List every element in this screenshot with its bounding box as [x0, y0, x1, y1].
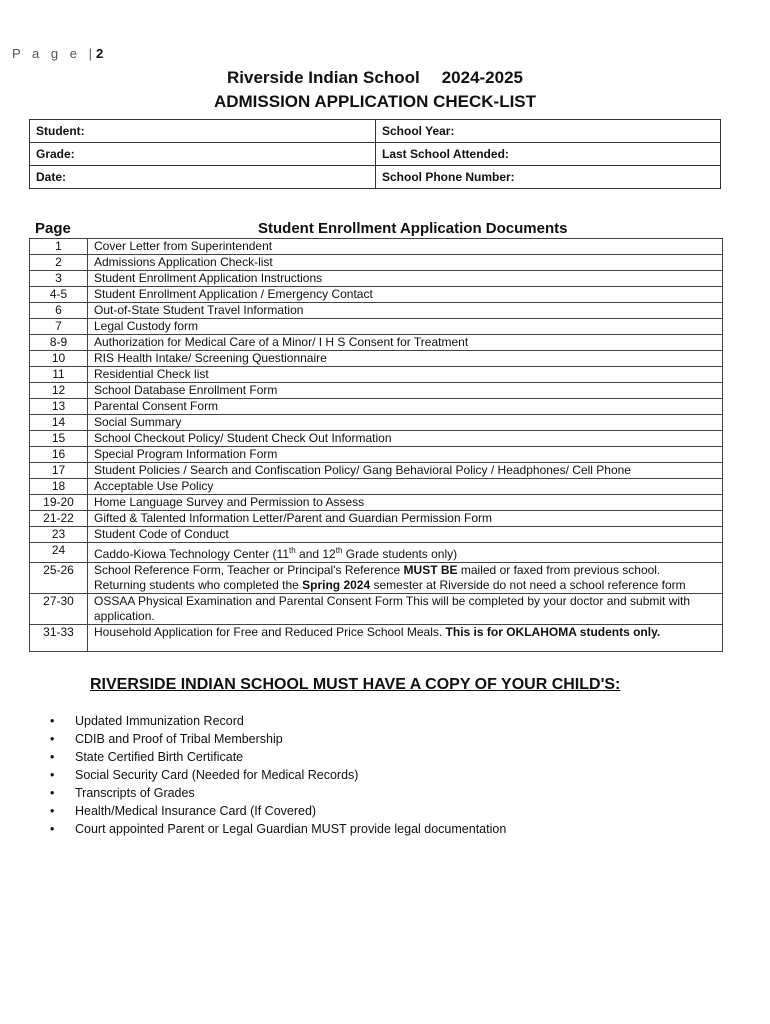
list-item-text: Court appointed Parent or Legal Guardian MUST provide legal documentation [75, 822, 507, 836]
list-item [50, 712, 506, 730]
doc-superscript: th [335, 546, 343, 555]
doc-title: Social Summary [88, 415, 723, 431]
table-row [30, 303, 723, 319]
doc-title: Special Program Information Form [88, 447, 723, 463]
doc-title: Residential Check list [88, 367, 723, 383]
doc-title: Cover Letter from Superintendent [88, 239, 723, 255]
table-row [30, 495, 723, 511]
table-row [30, 594, 723, 625]
bullet: • [50, 804, 55, 818]
table-row [30, 399, 723, 415]
student-field[interactable]: Student: [30, 120, 376, 143]
document-subtitle: ADMISSION APPLICATION CHECK-LIST [213, 92, 537, 111]
doc-emphasis: This is for OKLAHOMA students only. [445, 625, 661, 639]
doc-text: and 12 [295, 547, 336, 561]
table-row [30, 255, 723, 271]
doc-page: 23 [30, 527, 88, 543]
doc-title: Gifted & Talented Information Letter/Parent and Guardian Permission Form [88, 511, 723, 527]
bullet: • [50, 822, 55, 836]
doc-title: Legal Custody form [88, 319, 723, 335]
list-item-text: Transcripts of Grades [75, 786, 195, 800]
list-item [50, 766, 506, 784]
doc-page: 4-5 [30, 287, 88, 303]
doc-title: Student Enrollment Application / Emergency Contact [88, 287, 723, 303]
doc-title: Acceptable Use Policy [88, 479, 723, 495]
doc-page: 15 [30, 431, 88, 447]
required-documents-list [50, 712, 506, 838]
list-item-text: Updated Immunization Record [75, 714, 244, 728]
doc-text: School Reference Form, Teacher or Principal's Reference [94, 563, 404, 577]
documents-column-header: Student Enrollment Application Documents [258, 220, 568, 237]
list-item [50, 730, 506, 748]
doc-title: School Database Enrollment Form [88, 383, 723, 399]
doc-title [88, 563, 723, 594]
doc-title [88, 543, 723, 563]
list-item [50, 820, 506, 838]
doc-text: Returning students who completed the [94, 578, 303, 592]
table-row [30, 527, 723, 543]
student-info-table [29, 119, 721, 189]
doc-text: mailed or faxed from previous school. [457, 563, 661, 577]
doc-page: 13 [30, 399, 88, 415]
list-item [50, 802, 506, 820]
doc-title: Parental Consent Form [88, 399, 723, 415]
doc-title [88, 625, 723, 652]
school-name: Riverside Indian School [226, 68, 420, 87]
doc-page: 7 [30, 319, 88, 335]
list-item [50, 748, 506, 766]
doc-page: 18 [30, 479, 88, 495]
doc-page: 17 [30, 463, 88, 479]
documents-table [29, 238, 723, 652]
date-field[interactable]: Date: [30, 166, 376, 189]
doc-emphasis: MUST BE [403, 563, 458, 577]
school-year-range: 2024-2025 [441, 68, 524, 87]
doc-title: RIS Health Intake/ Screening Questionnaire [88, 351, 723, 367]
must-have-heading: RIVERSIDE INDIAN SCHOOL MUST HAVE A COPY OF YOUR CHILD'S: [90, 676, 621, 693]
school-phone-field[interactable]: School Phone Number: [376, 166, 721, 189]
table-row [30, 563, 723, 594]
doc-text: Caddo-Kiowa Technology Center (11 [94, 547, 290, 561]
doc-title: Student Enrollment Application Instructions [88, 271, 723, 287]
bullet: • [50, 768, 55, 782]
page-number-header [12, 46, 103, 61]
bullet: • [50, 786, 55, 800]
doc-title: Admissions Application Check-list [88, 255, 723, 271]
doc-title: Out-of-State Student Travel Information [88, 303, 723, 319]
doc-page: 21-22 [30, 511, 88, 527]
school-year-field[interactable]: School Year: [376, 120, 721, 143]
document-title [0, 68, 760, 88]
list-item-text: Social Security Card (Needed for Medical Records) [75, 768, 359, 782]
list-item-text: State Certified Birth Certificate [75, 750, 244, 764]
table-row [30, 479, 723, 495]
table-row [30, 287, 723, 303]
bullet: • [50, 714, 55, 728]
table-row [30, 415, 723, 431]
doc-title: School Checkout Policy/ Student Check Out Information [88, 431, 723, 447]
table-row [30, 367, 723, 383]
doc-title: Student Code of Conduct [88, 527, 723, 543]
doc-superscript: th [289, 546, 296, 555]
doc-page: 8-9 [30, 335, 88, 351]
doc-title: Student Policies / Search and Confiscation Policy/ Gang Behavioral Policy / Headphones/ Cell Phone [88, 463, 723, 479]
bullet: • [50, 732, 55, 746]
doc-page: 31-33 [30, 625, 88, 652]
doc-page: 27-30 [30, 594, 88, 625]
table-row [30, 625, 723, 652]
table-row [30, 511, 723, 527]
doc-title: Authorization for Medical Care of a Minor/ I H S Consent for Treatment [88, 335, 723, 351]
doc-page: 11 [30, 367, 88, 383]
doc-title: Home Language Survey and Permission to Assess [88, 495, 723, 511]
page-column-header: Page [35, 220, 71, 237]
grade-field[interactable]: Grade: [30, 143, 376, 166]
bullet: • [50, 750, 55, 764]
doc-page: 1 [30, 239, 88, 255]
doc-page: 12 [30, 383, 88, 399]
doc-page: 16 [30, 447, 88, 463]
table-row [30, 431, 723, 447]
table-row [30, 463, 723, 479]
list-item [50, 784, 506, 802]
table-row [30, 271, 723, 287]
doc-emphasis: Spring 2024 [302, 578, 371, 592]
doc-page: 25-26 [30, 563, 88, 594]
doc-page: 6 [30, 303, 88, 319]
page-label: P a g e | [12, 46, 96, 61]
list-item-text: CDIB and Proof of Tribal Membership [75, 732, 283, 746]
table-row [30, 383, 723, 399]
list-item-text: Health/Medical Insurance Card (If Covered) [75, 804, 317, 818]
doc-page: 19-20 [30, 495, 88, 511]
table-row [30, 447, 723, 463]
doc-page: 3 [30, 271, 88, 287]
table-row [30, 335, 723, 351]
doc-page: 14 [30, 415, 88, 431]
table-row [30, 543, 723, 563]
doc-text: Grade students only) [342, 547, 458, 561]
doc-page: 2 [30, 255, 88, 271]
table-row [30, 239, 723, 255]
table-row [30, 351, 723, 367]
doc-text: Household Application for Free and Reduced Price School Meals. [94, 625, 446, 639]
doc-title: OSSAA Physical Examination and Parental Consent Form This will be completed by your doctor and submit with application. [88, 594, 723, 625]
table-row [30, 319, 723, 335]
page-number: 2 [95, 46, 104, 61]
doc-page: 10 [30, 351, 88, 367]
doc-text: semester at Riverside do not need a school reference form [370, 578, 686, 592]
doc-page: 24 [30, 543, 88, 563]
last-school-field[interactable]: Last School Attended: [376, 143, 721, 166]
